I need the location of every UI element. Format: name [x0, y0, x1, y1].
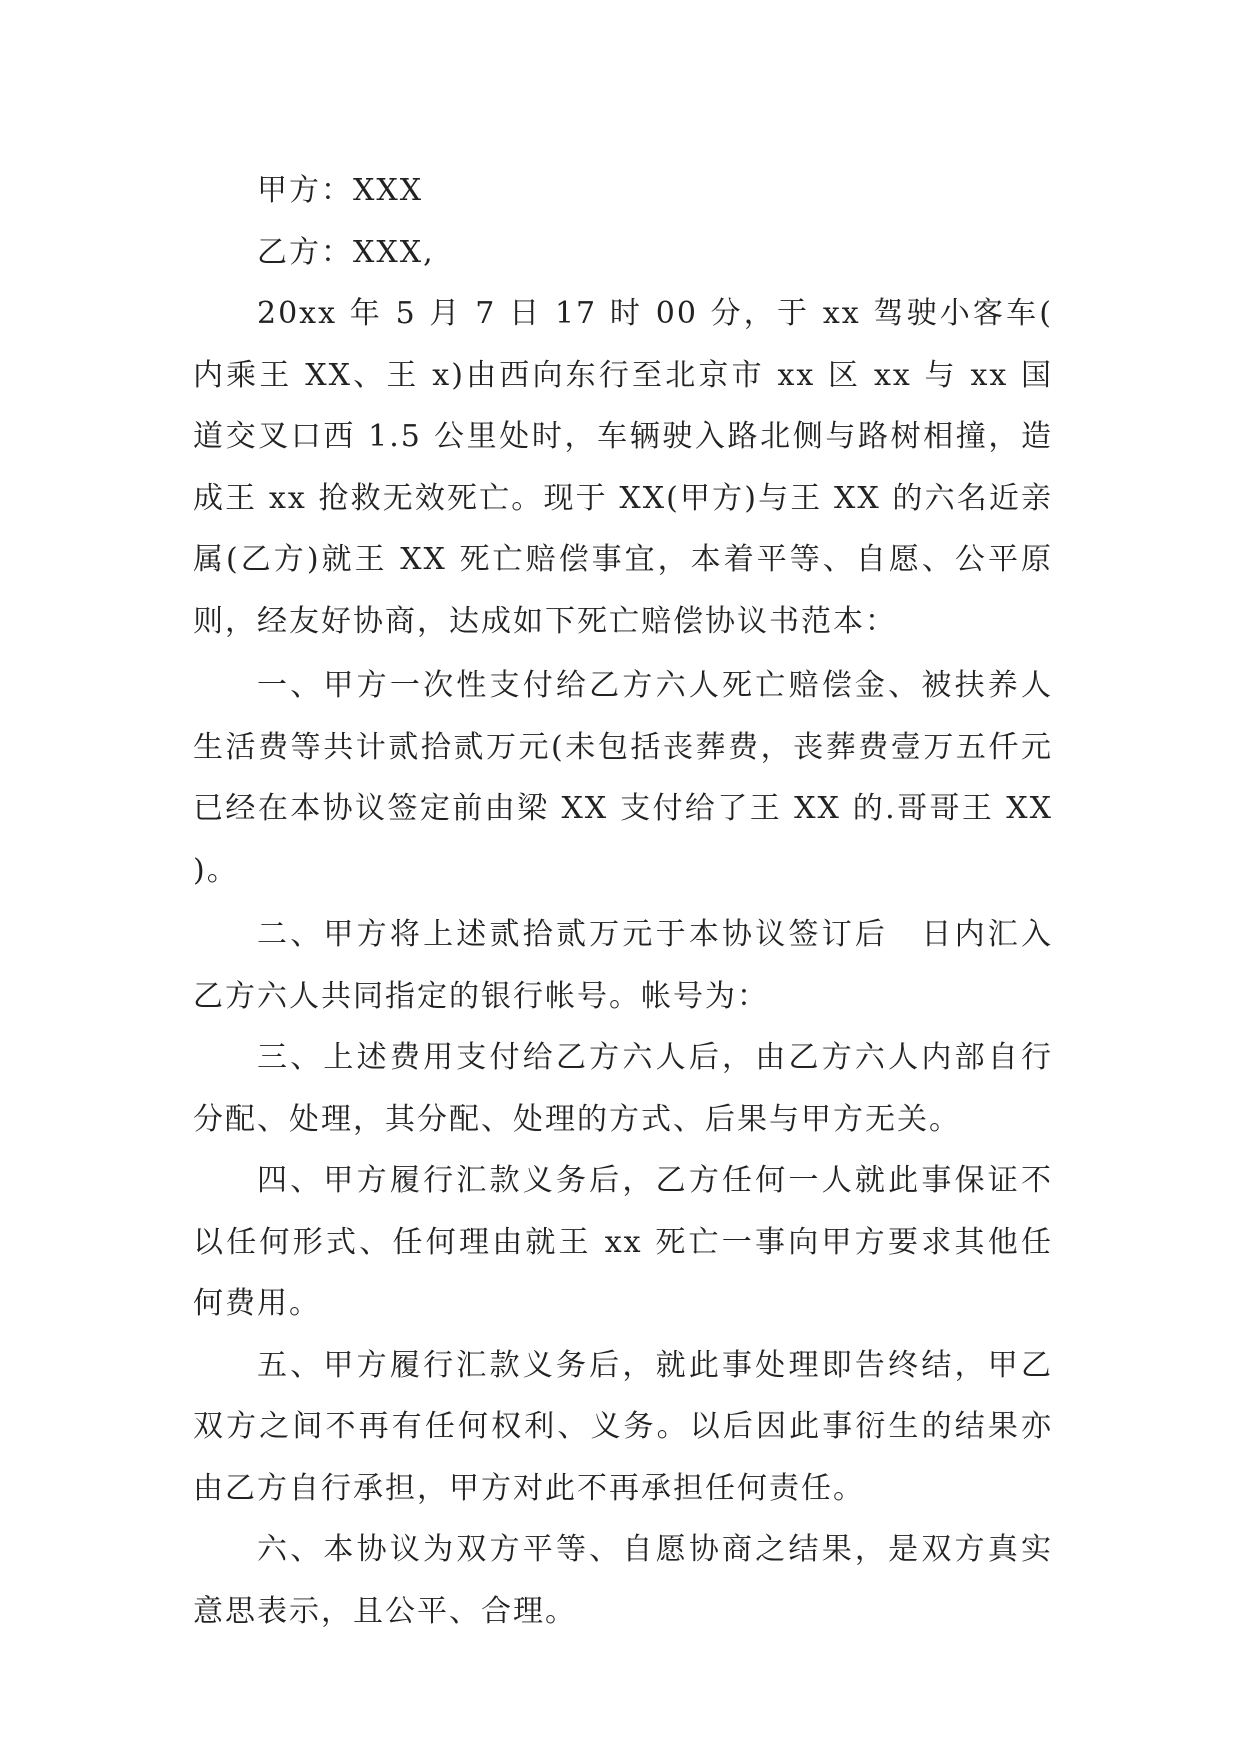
clause-5: 五、甲方履行汇款义务后，就此事处理即告终结，甲乙双方之间不再有任何权利、义务。以后因此事衍生的结果亦由乙方自行承担，甲方对此不再承担任何责任。: [193, 1347, 1053, 1506]
agreement-body: [193, 160, 1053, 1642]
incident-paragraph: 20xx 年 5 月 7 日 17 时 00 分，于 xx 驾驶小客车(内乘王 XX、王 x)由西向东行至北京市 xx 区 xx 与 xx 国道交叉口西 1.5 公里处时，车辆驶入路北侧与路树相撞，造成王 xx 抢救无效死亡。现于 XX(甲方)与王 XX 的六名近亲属(乙方)就王 XX 死亡赔偿事宜，本着平等、自愿、公平原则，经友好协商，达成如下死亡赔偿协议书范本：: [193, 296, 1053, 639]
party-a-line: 甲方：XXX: [257, 173, 424, 208]
clause-6: 六、本协议为双方平等、自愿协商之结果，是双方真实意思表示，且公平、合理。: [193, 1532, 1053, 1629]
party-b-line: 乙方：XXX,: [257, 234, 435, 270]
clause-3: 三、上述费用支付给乙方六人后，由乙方六人内部自行分配、处理，其分配、处理的方式、后果与甲方无关。: [193, 1040, 1053, 1137]
clause-4: 四、甲方履行汇款义务后，乙方任何一人就此事保证不以任何形式、任何理由就王 xx 死亡一事向甲方要求其他任何费用。: [193, 1163, 1053, 1321]
clause-2: 二、甲方将上述贰拾贰万元于本协议签订后 日内汇入乙方六人共同指定的银行帐号。帐号为：: [193, 917, 1053, 1014]
clause-1: 一、甲方一次性支付给乙方六人死亡赔偿金、被扶养人生活费等共计贰拾贰万元(未包括丧葬费，丧葬费壹万五仟元已经在本协议签定前由梁 XX 支付给了王 XX 的.哥哥王 XX)。: [193, 668, 1053, 888]
